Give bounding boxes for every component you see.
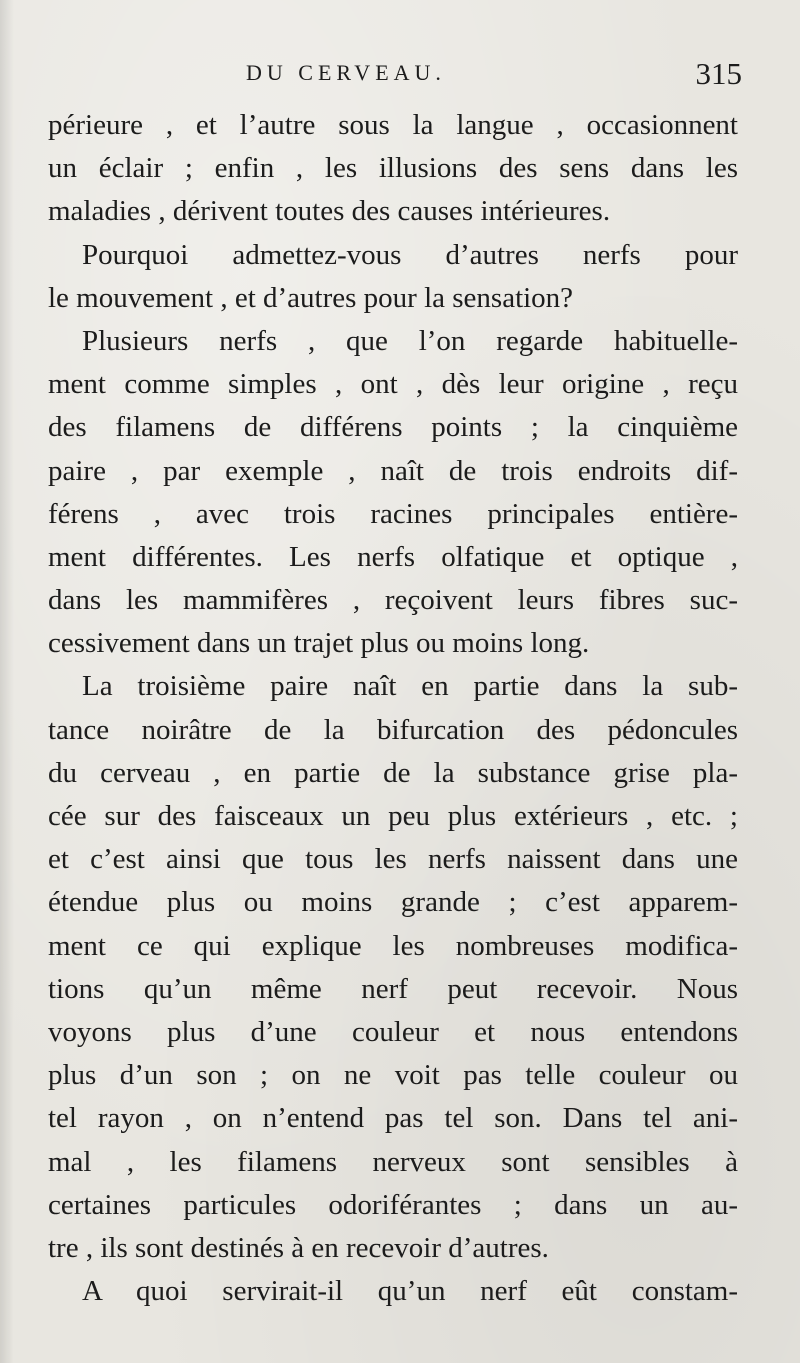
text-line: La troisième paire naît en partie dans la sub- — [82, 670, 738, 703]
text-line: ment comme simples , ont , dès leur origine , reçu — [48, 368, 738, 401]
text-line: mal , les filamens nerveux sont sensibles à — [48, 1145, 738, 1178]
text-line: voyons plus d’une couleur et nous entendons — [48, 1015, 738, 1048]
text-line: périeure , et l’autre sous la langue , occasionnent — [48, 109, 738, 141]
text-line: et c’est ainsi que tous les nerfs naissent dans une — [48, 843, 738, 876]
text-line: Pourquoi admettez-vous d’autres nerfs pour — [82, 238, 738, 271]
text-line: plus d’un son ; on ne voit pas telle couleur ou — [48, 1059, 738, 1092]
text-line: le mouvement , et d’autres pour la sensation? — [48, 281, 574, 314]
text-line: ment ce qui explique les nombreuses modifica- — [48, 929, 738, 962]
text-line: paire , par exemple , naît de trois endroits dif- — [48, 454, 738, 487]
page-number: 315 — [695, 56, 742, 91]
text-line: certaines particules odoriférantes ; dans un au- — [48, 1188, 738, 1221]
text-line: un éclair ; enfin , les illusions des sens dans les — [48, 152, 738, 185]
text-line: tance noirâtre de la bifurcation des pédoncules — [48, 713, 738, 746]
text-line: maladies , dérivent toutes des causes intérieures. — [48, 195, 611, 228]
text-line: tions qu’un même nerf peut recevoir. Nous — [48, 972, 738, 1005]
running-head: DU CERVEAU. — [246, 60, 446, 85]
page-header — [0, 56, 800, 96]
text-line: dans les mammifères , reçoivent leurs fibres suc- — [48, 584, 738, 617]
text-line: férens , avec trois racines principales entière- — [48, 497, 738, 530]
page-gutter-shadow — [0, 0, 14, 1363]
text-line: ment différentes. Les nerfs olfatique et optique , — [48, 540, 738, 573]
text-line: tre , ils sont destinés à en recevoir d’autres. — [48, 1231, 549, 1264]
text-line: du cerveau , en partie de la substance grise pla- — [48, 756, 738, 789]
text-line: cessivement dans un trajet plus ou moins long. — [48, 627, 590, 660]
body-text — [48, 104, 738, 1313]
text-line: A quoi servirait-il qu’un nerf eût constam- — [82, 1275, 738, 1308]
text-line: tel rayon , on n’entend pas tel son. Dans tel ani- — [48, 1102, 738, 1135]
text-line: Plusieurs nerfs , que l’on regarde habituelle- — [82, 324, 738, 357]
text-line: étendue plus ou moins grande ; c’est apparem- — [48, 886, 738, 919]
text-line: des filamens de différens points ; la cinquième — [48, 411, 738, 444]
text-line: cée sur des faisceaux un peu plus extérieurs , etc. ; — [48, 800, 738, 832]
